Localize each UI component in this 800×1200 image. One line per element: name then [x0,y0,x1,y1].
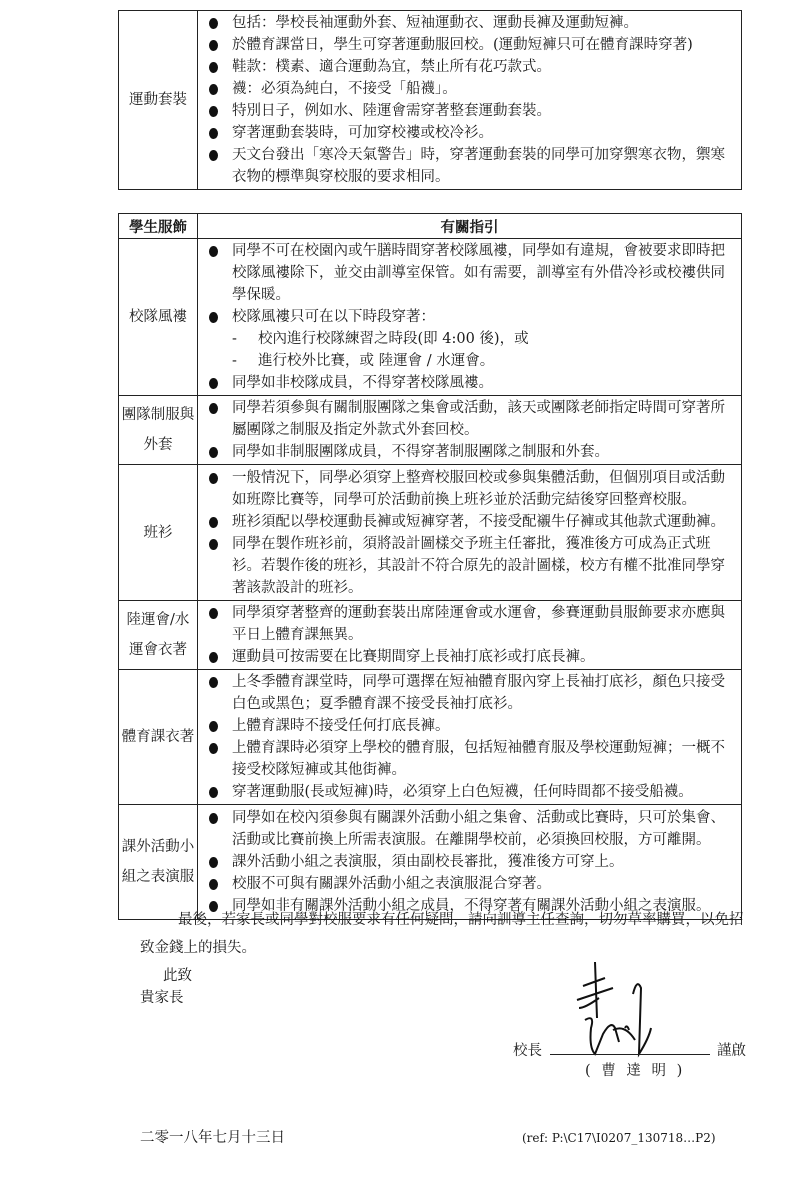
row-label: 體育課衣著 [119,670,198,805]
list-item: 同學在製作班衫前，須將設計圖樣交予班主任審批，獲准後方可成為正式班衫。若製作後的班衫，其設計不符合原先的設計圖樣，校方有權不批准同學穿著該款設計的班衫。 [198,533,733,599]
sports-kit-table [118,10,742,190]
header-attire: 學生服飾 [119,214,198,239]
list-item: 同學如非校隊成員，不得穿著校隊風褸。 [198,372,733,394]
row-label: 班衫 [119,465,198,601]
signature-line [550,1054,710,1055]
list-item: 於體育課當日，學生可穿著運動服回校。(運動短褲只可在體育課時穿著) [198,34,733,56]
header-guidelines: 有關指引 [198,214,742,239]
list-item: 特別日子，例如水、陸運會需穿著整套運動套裝。 [198,100,733,122]
list-item: 同學須穿著整齊的運動套裝出席陸運會或水運會，參賽運動員服飾要求亦應與平日上體育課無異。 [198,602,733,646]
list-item: 同學如非有關課外活動小組之成員，不得穿著有關課外活動小組之表演服。 [198,895,733,917]
list-item: 課外活動小組之表演服，須由副校長審批，獲准後方可穿上。 [198,851,733,873]
list-item: 同學如非制服團隊成員，不得穿著制服團隊之制服和外套。 [198,441,733,463]
list-item: 鞋款：樸素、適合運動為宜，禁止所有花巧款式。 [198,56,733,78]
list-item: 校隊風褸只可在以下時段穿著： [198,306,733,328]
list-item: 上體育課時必須穿上學校的體育服，包括短袖體育服及學校運動短褲；一概不接受校隊短褲或其他街褲。 [198,737,733,781]
list-item: 同學若須參與有關制服團隊之集會或活動，該天或團隊老師指定時間可穿著所屬團隊之制服及指定外款式外套回校。 [198,397,733,441]
principal-signature [555,958,665,1058]
list-item: 同學不可在校園內或午膳時間穿著校隊風褸，同學如有違規，會被要求即時把校隊風褸除下，並交由訓導室保管。如有需要，訓導室有外借冷衫或校褸供同學保暖。 [198,240,733,306]
list-item: 穿著運動服(長或短褲)時，必須穿上白色短襪，任何時間都不接受船襪。 [198,781,733,803]
salutation: 此致 [163,968,192,984]
row-label: 團隊制服與外套 [119,396,198,465]
list-item: 天文台發出「寒冷天氣警告」時，穿著運動套裝的同學可加穿禦寒衣物，禦寒衣物的標準與穿校服的要求相同。 [198,144,733,188]
list-item: 上體育課時不接受任何打底長褲。 [198,715,733,737]
letter-date: 二零一八年七月十三日 [140,1130,285,1146]
closing-paragraph: 最後，若家長或同學對校服要求有任何疑問，請向訓導主任查詢，切勿草率購買，以免招致金錢上的損失。 [140,912,744,956]
list-item: 運動員可按需要在比賽期間穿上長袖打底衫或打底長褲。 [198,646,733,668]
principal-name: ( 曹 達 明 ) [585,1063,686,1079]
list-item: 校服不可與有關課外活動小組之表演服混合穿著。 [198,873,733,895]
row-label: 運動套裝 [119,11,198,190]
list-item: 包括：學校長袖運動外套、短袖運動衣、運動長褲及運動短褲。 [198,12,733,34]
row-label: 陸運會/水運會衣著 [119,601,198,670]
list-item: 穿著運動套裝時，可加穿校褸或校冷衫。 [198,122,733,144]
list-item: 同學如在校內須參與有關課外活動小組之集會、活動或比賽時，只可於集會、活動或比賽前換上所需表演服。在離開學校前，必須換回校服，方可離開。 [198,807,733,851]
list-item: 襪：必須為純白，不接受「船襪」。 [198,78,733,100]
student-attire-table [118,213,742,920]
list-item: 一般情況下，同學必須穿上整齊校服回校或參與集體活動，但個別項目或活動如班際比賽等，同學可於活動前換上班衫並於活動完結後穿回整齊校服。 [198,467,733,511]
recipient: 貴家長 [140,990,184,1006]
reference-code: (ref: P:\C17\I0207_130718…P2) [522,1131,716,1145]
respectfully: 謹啟 [717,1043,746,1059]
list-item: 班衫須配以學校運動長褲或短褲穿著，不接受配襯牛仔褲或其他款式運動褲。 [198,511,733,533]
row-label: 課外活動小組之表演服 [119,805,198,920]
sub-item: - 進行校外比賽，或 陸運會 / 水運會。 [198,350,733,372]
list-item: 上冬季體育課堂時，同學可選擇在短袖體育服內穿上長袖打底衫，顏色只接受白色或黑色；夏季體育課不接受長袖打底衫。 [198,671,733,715]
sub-item: - 校內進行校隊練習之時段(即 4:00 後)，或 [198,328,733,350]
principal-title: 校長 [513,1043,542,1059]
row-label: 校隊風褸 [119,239,198,396]
